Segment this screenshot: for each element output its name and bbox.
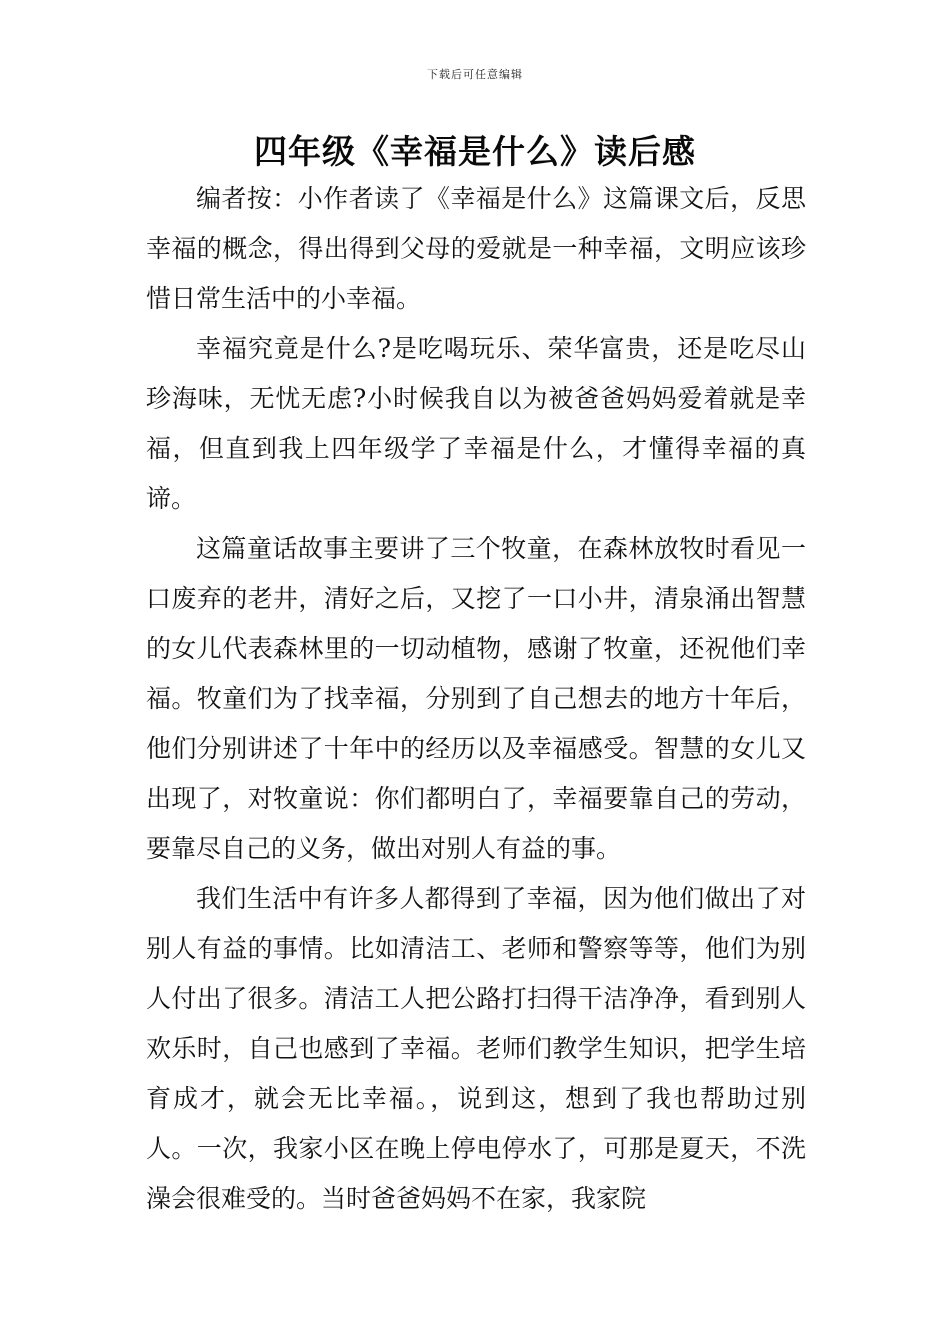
- article-body: [146, 174, 806, 1224]
- header-note: 下载后可任意编辑: [427, 68, 523, 81]
- paragraph: 幸福究竟是什么?是吃喝玩乐、荣华富贵，还是吃尽山珍海味，无忧无虑?小时候我自以为被爸爸妈妈爱着就是幸福，但直到我上四年级学了幸福是什么，才懂得幸福的真谛。: [146, 334, 806, 513]
- paragraph: 我们生活中有许多人都得到了幸福，因为他们做出了对别人有益的事情。比如清洁工、老师和警察等等，他们为别人付出了很多。清洁工人把公路打扫得干洁净净，看到别人欢乐时，自己也感到了幸福。老师们教学生知识，把学生培育成才，就会无比幸福。，说到这，想到了我也帮助过别人。一次，我家小区在晚上停电停水了，可那是夏天，不洗澡会很难受的。当时爸爸妈妈不在家，我家院: [146, 884, 806, 1213]
- paragraph-editor-note: 编者按：小作者读了《幸福是什么》这篇课文后，反思幸福的概念，得出得到父母的爱就是一种幸福，文明应该珍惜日常生活中的小幸福。: [146, 184, 806, 313]
- paragraph: 这篇童话故事主要讲了三个牧童，在森林放牧时看见一口废弃的老井，清好之后，又挖了一口小井，清泉涌出智慧的女儿代表森林里的一切动植物，感谢了牧童，还祝他们幸福。牧童们为了找幸福，分别到了自己想去的地方十年后，他们分别讲述了十年中的经历以及幸福感受。智慧的女儿又出现了，对牧童说：你们都明白了，幸福要靠自己的劳动，要靠尽自己的义务，做出对别人有益的事。: [146, 534, 806, 863]
- page-title: 四年级《幸福是什么》读后感: [254, 132, 696, 171]
